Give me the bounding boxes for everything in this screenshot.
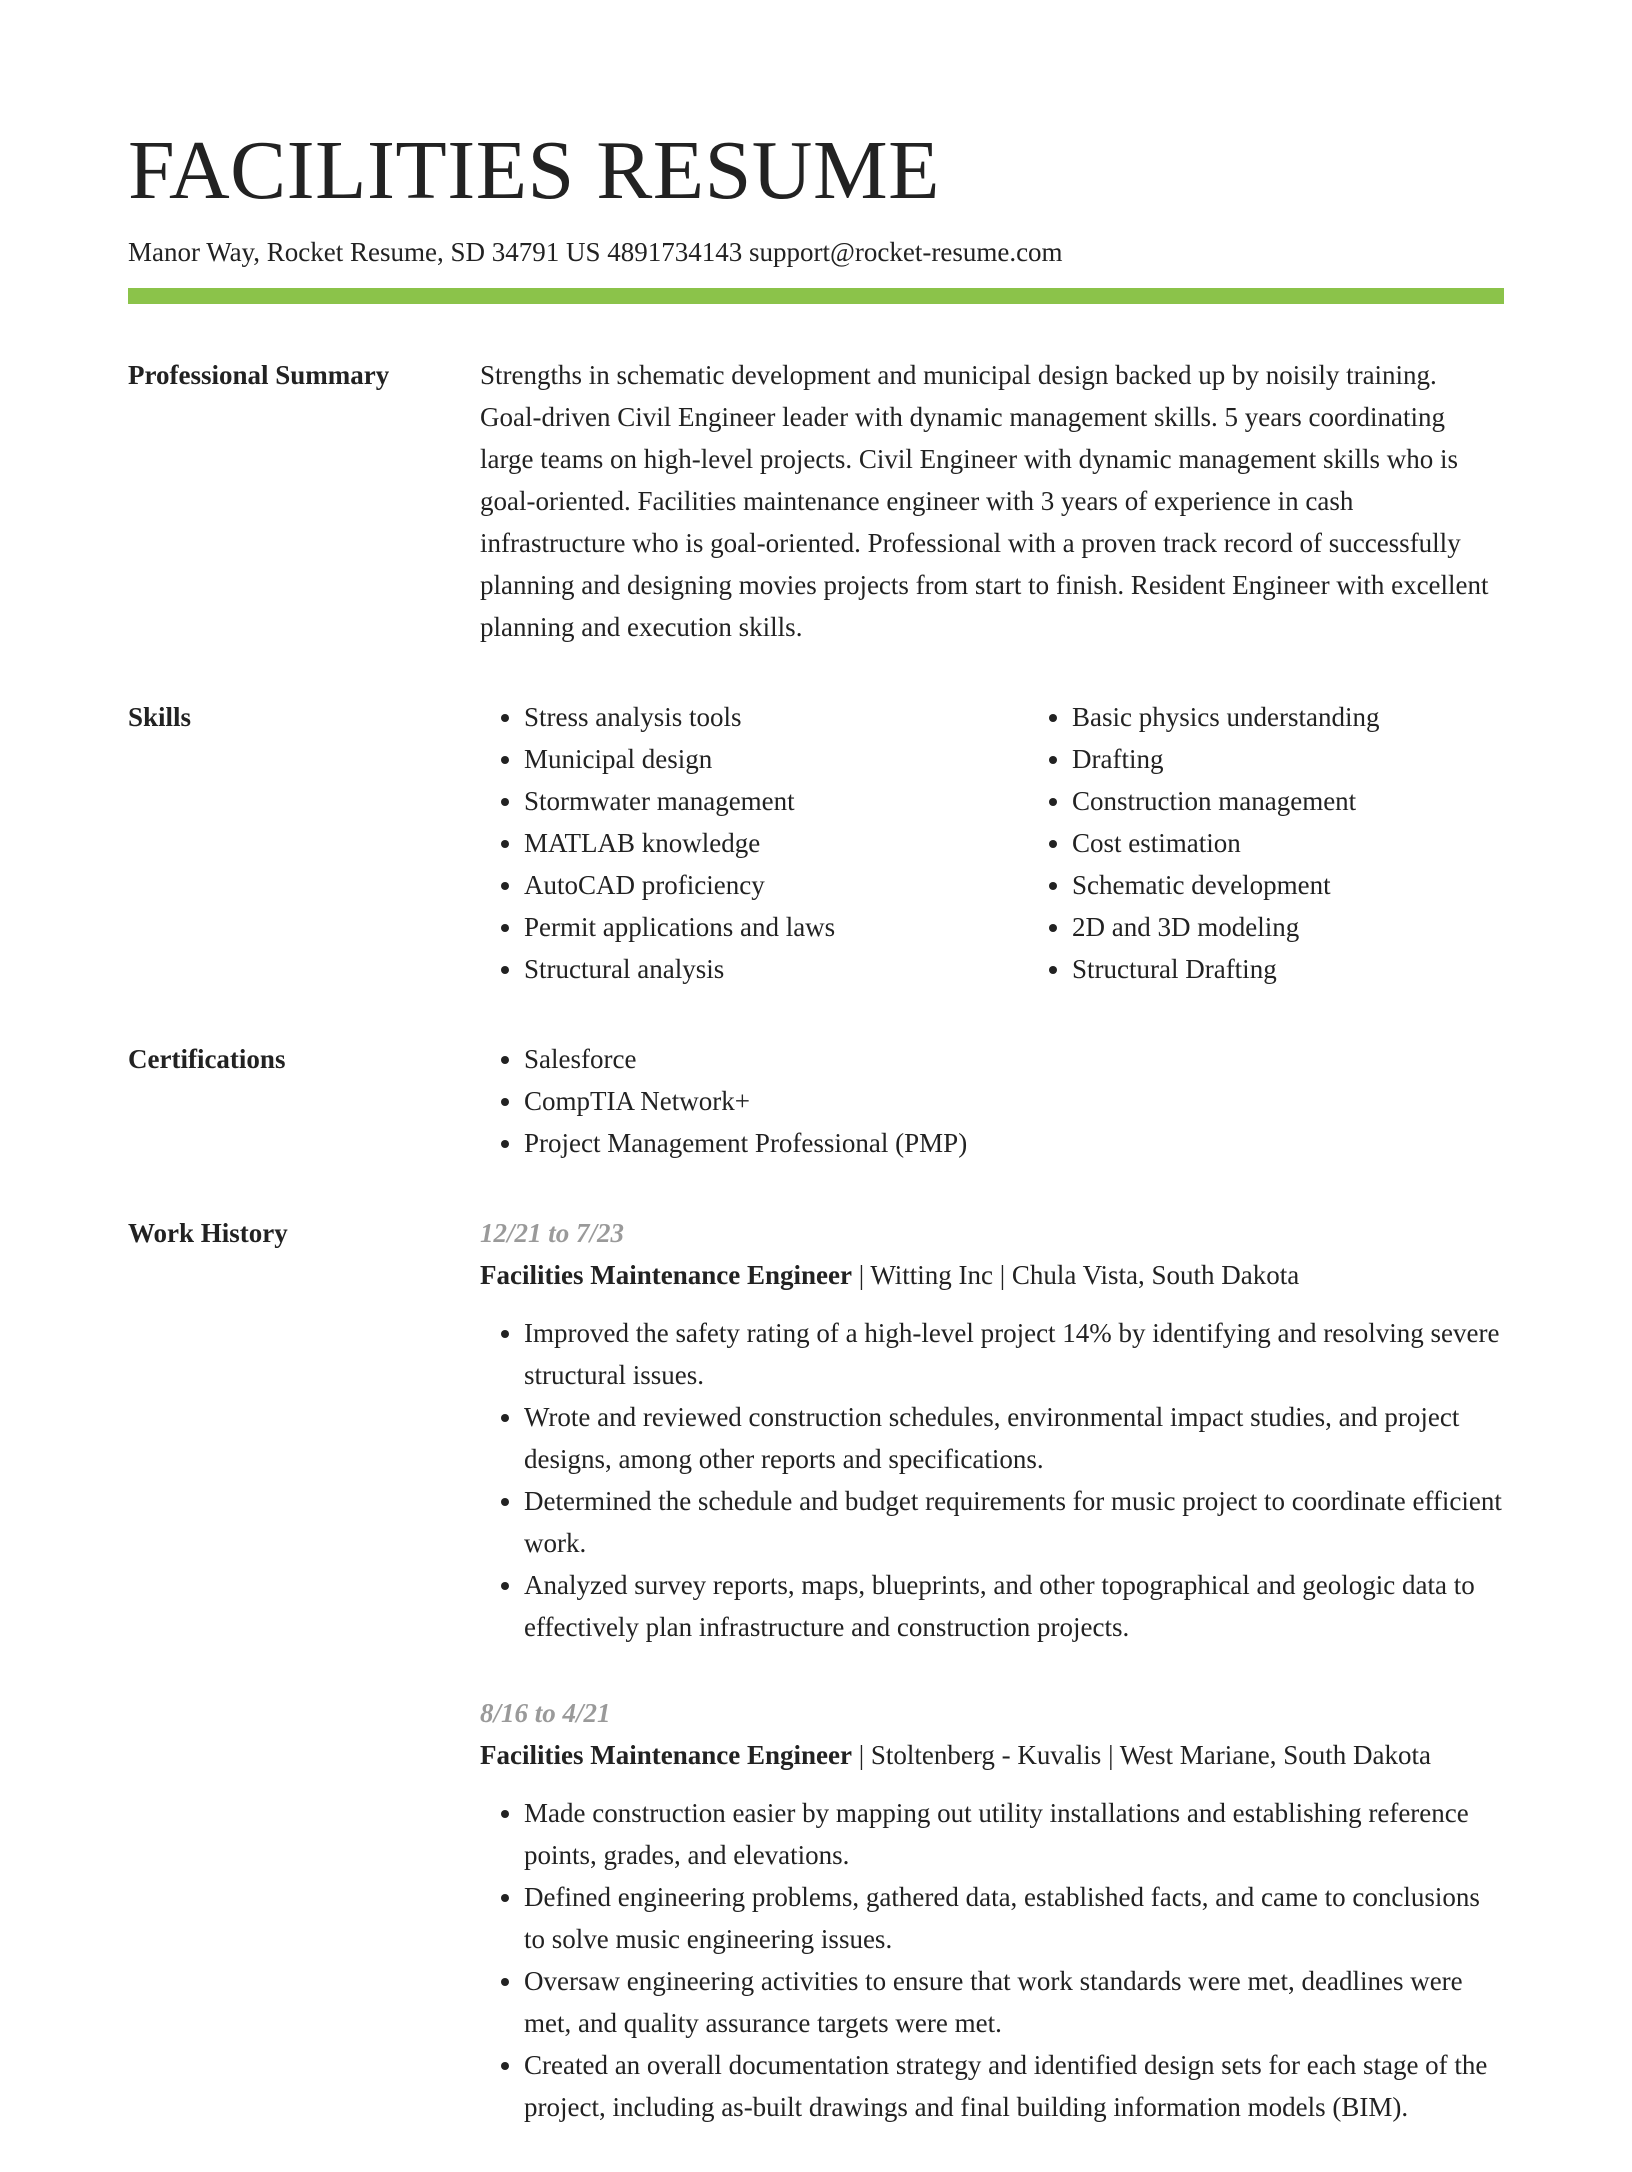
summary-text: Strengths in schematic development and municipal design backed up by noisily training. Goal-driven Civil Engineer leader with dynamic management skills. 5 years coordinating large teams on high-level projects. Civil Engineer with dynamic management skills who is goal-oriented. Facilities maintenance engineer with 3 years of experience in cash infrastructure who is goal-oriented. Professional with a proven track record of successfully planning and designing movies projects from start to finish. Resident Engineer with excellent planning and execution skills. — [480, 360, 1489, 642]
job-bullets — [480, 1792, 1504, 2128]
skill-item: • Structural analysis — [524, 948, 1028, 990]
job-bullet: • Improved the safety rating of a high-level project 14% by identifying and resolving severe structural issues. — [524, 1312, 1504, 1396]
job-date: 8/16 to 4/21 — [480, 1698, 611, 1728]
job-header — [480, 1734, 1504, 1776]
skill-item: • Drafting — [1072, 738, 1576, 780]
skill-item: • AutoCAD proficiency — [524, 864, 1028, 906]
skill-item: • Structural Drafting — [1072, 948, 1576, 990]
skills-grid — [480, 696, 1576, 990]
certification-item: • Salesforce — [524, 1038, 1504, 1080]
resume-title: FACILITIES RESUME — [128, 124, 940, 217]
job-details: | Stoltenberg - Kuvalis | West Mariane, South Dakota — [851, 1740, 1431, 1770]
job-bullet: • Made construction easier by mapping out utility installations and establishing reference points, grades, and elevations. — [524, 1792, 1504, 1876]
work-history-body — [480, 1212, 1504, 2172]
accent-divider — [128, 288, 1504, 304]
skill-item: • Municipal design — [524, 738, 1028, 780]
skill-item: • 2D and 3D modeling — [1072, 906, 1576, 948]
job-title: Facilities Maintenance Engineer — [480, 1740, 852, 1770]
resume-page — [128, 118, 1504, 2172]
job-bullet: • Analyzed survey reports, maps, blueprints, and other topographical and geologic data to effectively plan infrastructure and construction projects. — [524, 1564, 1504, 1648]
section-label-certifications: Certifications — [128, 1044, 286, 1074]
skills-body — [480, 696, 1576, 990]
skill-item: • Stress analysis tools — [524, 696, 1028, 738]
summary-section — [128, 354, 1504, 648]
job-details: | Witting Inc | Chula Vista, South Dakota — [851, 1260, 1300, 1290]
contact-info: Manor Way, Rocket Resume, SD 34791 US 4891734143 support@rocket-resume.com — [128, 237, 1063, 267]
job-bullet: • Created an overall documentation strategy and identified design sets for each stage of the project, including as-built drawings and final building information models (BIM). — [524, 2044, 1504, 2128]
job-bullet: • Oversaw engineering activities to ensure that work standards were met, deadlines were met, and quality assurance targets were met. — [524, 1960, 1504, 2044]
certifications-section — [128, 1038, 1504, 1164]
summary-body — [480, 354, 1504, 648]
certifications-body — [480, 1038, 1504, 1164]
skills-list-right — [1028, 696, 1576, 990]
job-entry — [480, 1692, 1504, 2128]
certification-item: • Project Management Professional (PMP) — [524, 1122, 1504, 1164]
skills-section — [128, 696, 1504, 990]
skills-list-left — [480, 696, 1028, 990]
skill-item: • Construction management — [1072, 780, 1576, 822]
job-bullets — [480, 1312, 1504, 1648]
job-date: 12/21 to 7/23 — [480, 1218, 625, 1248]
skill-item: • Stormwater management — [524, 780, 1028, 822]
job-header — [480, 1254, 1504, 1296]
skill-item: • Permit applications and laws — [524, 906, 1028, 948]
skill-item: • Basic physics understanding — [1072, 696, 1576, 738]
job-entry — [480, 1212, 1504, 1648]
skill-item: • MATLAB knowledge — [524, 822, 1028, 864]
job-title: Facilities Maintenance Engineer — [480, 1260, 852, 1290]
work-history-section — [128, 1212, 1504, 2172]
skill-item: • Cost estimation — [1072, 822, 1576, 864]
section-label-work-history: Work History — [128, 1218, 288, 1248]
certifications-list — [480, 1038, 1504, 1164]
job-bullet: • Defined engineering problems, gathered data, established facts, and came to conclusions to solve music engineering issues. — [524, 1876, 1504, 1960]
skill-item: • Schematic development — [1072, 864, 1576, 906]
job-bullet: • Wrote and reviewed construction schedules, environmental impact studies, and project designs, among other reports and specifications. — [524, 1396, 1504, 1480]
certification-item: • CompTIA Network+ — [524, 1080, 1504, 1122]
job-bullet: • Determined the schedule and budget requirements for music project to coordinate efficient work. — [524, 1480, 1504, 1564]
section-label-summary: Professional Summary — [128, 360, 390, 390]
section-label-skills: Skills — [128, 702, 192, 732]
